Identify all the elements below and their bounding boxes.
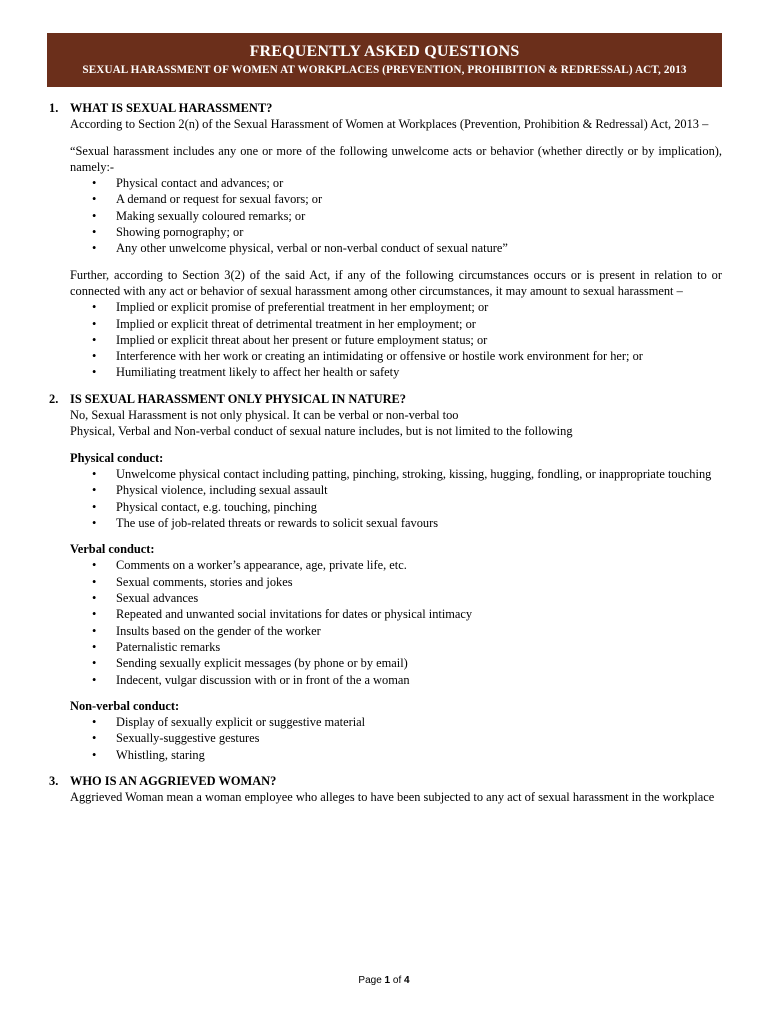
bullet-list [70, 466, 722, 531]
question-title: WHAT IS SEXUAL HARASSMENT? [70, 101, 273, 115]
bullet-list [70, 175, 722, 256]
non-verbal-conduct-heading: Non-verbal conduct: [70, 698, 180, 713]
list-item: • Display of sexually explicit or suggestive material [116, 714, 722, 730]
bullet-list [70, 714, 722, 763]
paragraph: Further, according to Section 3(2) of the said Act, if any of the following circumstances occurs or is present in relation to or connected with any act or behavior of sexual harassment among other circumstances, it may amount to sexual harassment – [70, 267, 722, 298]
list-item: • Sexual comments, stories and jokes [116, 574, 722, 590]
page-subtitle: SEXUAL HARASSMENT OF WOMEN AT WORKPLACES (PREVENTION, PROHIBITION & REDRESSAL) ACT, 2013 [82, 64, 687, 76]
paragraph: No, Sexual Harassment is not only physical. It can be verbal or non-verbal too [70, 408, 459, 423]
list-item: • Sexual advances [116, 590, 722, 606]
paragraph: “Sexual harassment includes any one or more of the following unwelcome acts or behavior (whether directly or by implication), namely:- [70, 143, 722, 174]
question-number: 1. [49, 101, 59, 115]
page-number: 1 [384, 975, 391, 986]
question-number: 3. [49, 773, 59, 788]
list-item: • Implied or explicit promise of preferential treatment in her employment; or [116, 299, 722, 315]
list-item: • Physical contact, e.g. touching, pinching [116, 499, 722, 515]
list-item: • Any other unwelcome physical, verbal or non-verbal conduct of sexual nature” [116, 240, 722, 256]
list-item: • Unwelcome physical contact including patting, pinching, stroking, kissing, hugging, fondling, or inappropriate touching [116, 466, 722, 482]
paragraph: Physical, Verbal and Non-verbal conduct of sexual nature includes, but is not limited to the following [70, 424, 573, 439]
list-item: • Indecent, vulgar discussion with or in front of the a woman [116, 672, 722, 688]
bullet-list [70, 299, 722, 380]
physical-conduct-heading: Physical conduct: [70, 450, 164, 465]
page-total: 4 [404, 975, 410, 986]
question-number: 2. [49, 391, 59, 406]
list-item: • Implied or explicit threat about her present or future employment status; or [116, 332, 722, 348]
list-item: • Physical contact and advances; or [116, 175, 722, 191]
list-item: • Comments on a worker’s appearance, age, private life, etc. [116, 557, 722, 573]
list-item: • Sending sexually explicit messages (by phone or by email) [116, 655, 722, 671]
list-item: • Insults based on the gender of the worker [116, 623, 722, 639]
question-title: WHO IS AN AGGRIEVED WOMAN? [70, 773, 277, 788]
question-2 [47, 391, 722, 763]
list-item: • Whistling, staring [116, 747, 722, 763]
verbal-conduct-heading: Verbal conduct: [70, 542, 155, 557]
list-item: • Physical violence, including sexual assault [116, 482, 722, 498]
list-item: • A demand or request for sexual favors; or [116, 191, 722, 207]
header-banner [47, 33, 722, 87]
list-item: • Sexually-suggestive gestures [116, 730, 722, 746]
paragraph: Aggrieved Woman mean a woman employee who alleges to have been subjected to any act of sexual harassment in the workplace [70, 790, 715, 805]
list-item: • Implied or explicit threat of detrimental treatment in her employment; or [116, 316, 722, 332]
question-3 [47, 773, 722, 806]
page-footer [0, 975, 768, 986]
page-label: Page [358, 975, 382, 986]
question-1 [47, 100, 722, 381]
list-item: • Humiliating treatment likely to affect her health or safety [116, 364, 722, 380]
list-item: • Paternalistic remarks [116, 639, 722, 655]
of-label: of [392, 975, 402, 986]
question-title: IS SEXUAL HARASSMENT ONLY PHYSICAL IN NATURE? [70, 391, 407, 406]
list-item: • Repeated and unwanted social invitations for dates or physical intimacy [116, 606, 722, 622]
page-title: FREQUENTLY ASKED QUESTIONS [249, 43, 520, 60]
document-body [47, 100, 722, 806]
bullet-list [70, 557, 722, 687]
paragraph: According to Section 2(n) of the Sexual Harassment of Women at Workplaces (Prevention, Prohibition & Redressal) Act, 2013 – [70, 117, 709, 132]
list-item: • The use of job-related threats or rewards to solicit sexual favours [116, 515, 722, 531]
list-item: • Showing pornography; or [116, 224, 722, 240]
list-item: • Making sexually coloured remarks; or [116, 208, 722, 224]
list-item: • Interference with her work or creating an intimidating or offensive or hostile work environment for her; or [116, 348, 722, 364]
